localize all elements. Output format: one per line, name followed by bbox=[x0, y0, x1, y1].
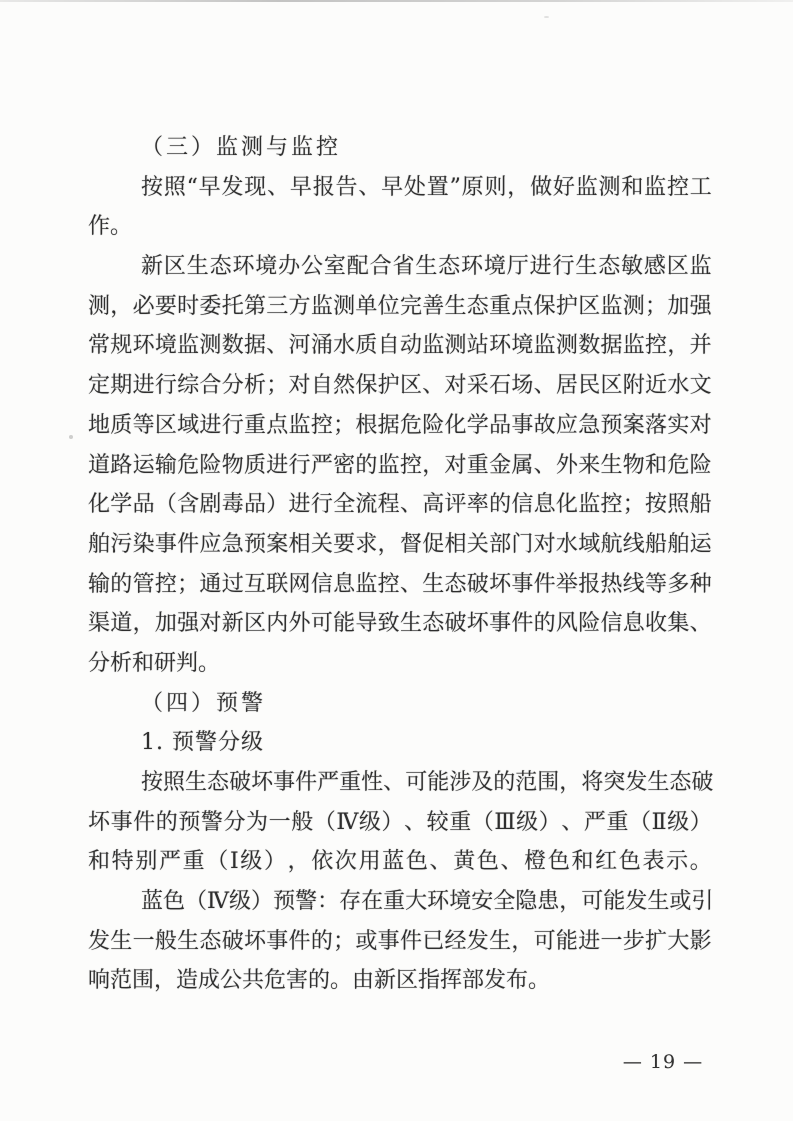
paragraph-line: 舶 污 染 事 件 应 急 预 案 相 关 要 求 ， 督 促 相 关 部 门 对 水 域 航 线 船 舶 运 bbox=[88, 531, 712, 557]
subsection-heading-warning-levels: 1. 预警分级 bbox=[141, 730, 264, 756]
scan-edge-artifact bbox=[0, 0, 793, 2]
section-heading-monitoring: （三）监测与监控 bbox=[141, 135, 342, 160]
paragraph-line: 常 规 环 境 监 测 数 据 、 河 涌 水 质 自 动 监 测 站 环 境 监 测 数 据 监 控 ， 并 bbox=[88, 333, 712, 359]
paragraph-line: 发 生 一 般 生 态 破 坏 事 件 的 ； 或 事 件 已 经 发 生 ， 可 能 进 一 步 扩 大 影 bbox=[88, 928, 712, 954]
paragraph-line: 定 期 进 行 综 合 分 析 ； 对 自 然 保 护 区 、 对 采 石 场 、 居 民 区 附 近 水 文 bbox=[88, 373, 712, 399]
paragraph-line: 渠 道 ， 加 强 对 新 区 内 外 可 能 导 致 生 态 破 坏 事 件 的 风 险 信 息 收 集 、 bbox=[88, 611, 712, 637]
paragraph-line: 地 质 等 区 域 进 行 重 点 监 控 ； 根 据 危 险 化 学 品 事 故 应 急 预 案 落 实 对 bbox=[88, 412, 712, 438]
paragraph-line: 分析和研判。 bbox=[88, 650, 221, 676]
paragraph-line: 新 区 生 态 环 境 办 公 室 配 合 省 生 态 环 境 厅 进 行 生 态 敏 感 区 监 bbox=[141, 254, 712, 280]
paragraph-line: 按 照 生 态 破 坏 事 件 严 重 性 、 可 能 涉 及 的 范 围 ， 将 突 发 生 态 破 bbox=[141, 770, 714, 795]
paragraph-line: 蓝 色 （ Ⅳ 级 ） 预 警 ： 存 在 重 大 环 境 安 全 隐 患 ， 可 能 发 生 或 引 bbox=[141, 889, 714, 915]
paragraph-line: 道 路 运 输 危 险 物 质 进 行 严 密 的 监 控 ， 对 重 金 属 、 外 来 生 物 和 危 险 bbox=[88, 452, 712, 478]
paragraph-line: 输 的 管 控 ； 通 过 互 联 网 信 息 监 控 、 生 态 破 坏 事 件 举 报 热 线 等 多 种 bbox=[88, 571, 712, 597]
section-heading-warning: （四）预警 bbox=[141, 690, 267, 716]
paragraph-line: 化 学 品 （ 含 剧 毒 品 ） 进 行 全 流 程 、 高 评 率 的 信 息 化 监 控 ； 按 照 船 bbox=[88, 492, 712, 518]
document-body bbox=[88, 128, 712, 1001]
scan-speck bbox=[69, 435, 73, 439]
paragraph-line: 坏 事 件 的 预 警 分 为 一 般 （ Ⅳ 级 ） 、 较 重 （ Ⅲ 级 ） 、 严 重 （ Ⅱ 级 ） bbox=[88, 809, 712, 835]
paragraph-line: 响范围，造成公共危害的。由新区指挥部发布。 bbox=[88, 968, 551, 994]
scan-speck bbox=[544, 16, 549, 18]
paragraph-line: 测 ， 必 要 时 委 托 第 三 方 监 测 单 位 完 善 生 态 重 点 保 护 区 监 测 ； 加 强 bbox=[88, 293, 712, 319]
paragraph-line: 和 特 别 严 重 （ Ⅰ 级 ） ， 依 次 用 蓝 色 、 黄 色 、 橙 色 和 红 色 表 示 。 bbox=[88, 849, 712, 875]
page-number: — 19 — bbox=[622, 1051, 704, 1073]
paragraph-line: 按 照 “ 早 发 现 、 早 报 告 、 早 处 置 ” 原 则 ， 做 好 监 测 和 监 控 工 bbox=[141, 174, 712, 200]
paragraph-line: 作。 bbox=[88, 214, 133, 240]
